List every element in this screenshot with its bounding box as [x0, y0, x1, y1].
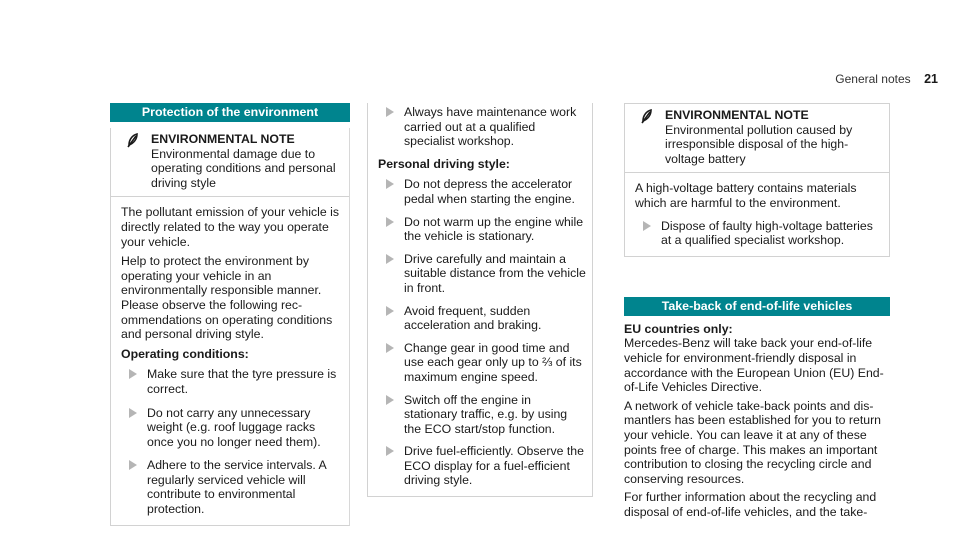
triangle-bullet-icon [386, 343, 394, 353]
paragraph: A high-voltage battery contains materials which are harmful to the environment. [635, 181, 857, 210]
triangle-bullet-icon [386, 306, 394, 316]
triangle-bullet-icon [386, 217, 394, 227]
list-item: Adhere to the service intervals. A regularly serviced vehicle will contribute to environmental protection. [121, 458, 343, 516]
section-name: General notes [835, 72, 911, 86]
note-label: ENVIRONMENTAL NOTE [665, 108, 809, 122]
list-item: Drive carefully and maintain a suitable distance from the vehicle in front. [378, 252, 586, 296]
column-take-back [624, 103, 890, 523]
section-title-environment: Protection of the environment [110, 103, 350, 122]
list-item: Make sure that the tyre pressure is correct. [121, 367, 343, 396]
driving-style-list [378, 177, 586, 488]
paragraph: A network of vehicle take-back points and dismantlers has been established for you to return your vehicle. You can leave it at any of these points free of charge. This makes an important contribution to closing the recycling circle and conserving resources. [624, 398, 882, 486]
column-driving-style [367, 103, 593, 497]
paragraph: For further information about the recycling and disposal of end-of-life vehicles, and the take- [624, 490, 877, 519]
note-text: Environmental pollution caused by irresponsible disposal of the high-voltage battery [665, 122, 853, 166]
list-item: Do not depress the accelerator pedal when starting the engine. [378, 177, 586, 206]
paragraph: Help to protect the environment by operating your vehicle in an environmentally responsible manner. Please observe the following recommendations on operating conditions and personal driving style. [121, 254, 333, 342]
list-item: Change gear in good time and use each gear only up to ⅔ of its maximum engine speed. [378, 341, 586, 385]
list-item: Dispose of faulty high-voltage batteries at a qualified specialist workshop. [635, 219, 883, 248]
take-back-body [624, 322, 890, 520]
maintenance-list [378, 105, 586, 149]
list-item: Drive fuel-efficiently. Observe the ECO display for a fuel-efficient driving style. [378, 444, 586, 488]
triangle-bullet-icon [386, 446, 394, 456]
list-item: Avoid frequent, sudden acceleration and braking. [378, 304, 586, 333]
triangle-bullet-icon [129, 460, 137, 470]
battery-list [635, 219, 883, 248]
list-item: Do not carry any unnecessary weight (e.g. roof luggage racks once you no longer need them). [121, 406, 343, 450]
list-item: Switch off the engine in stationary traffic, e.g. by using the ECO start/stop function. [378, 393, 586, 437]
environment-box [110, 128, 350, 526]
section-title-take-back: Take-back of end-of-life vehicles [624, 297, 890, 316]
triangle-bullet-icon [129, 408, 137, 418]
triangle-bullet-icon [643, 221, 651, 231]
environmental-note [111, 128, 349, 197]
environment-body [111, 197, 349, 524]
column-environment [110, 103, 350, 526]
triangle-bullet-icon [129, 369, 137, 379]
note-label: ENVIRONMENTAL NOTE [151, 132, 295, 146]
paragraph: The pollutant emission of your vehicle is directly related to the way you operate your vehicle. [121, 205, 340, 249]
environmental-note [625, 104, 889, 173]
operating-conditions-list [121, 367, 343, 516]
list-item: Do not warm up the engine while the vehicle is stationary. [378, 215, 586, 244]
page-number: 21 [924, 72, 938, 86]
triangle-bullet-icon [386, 395, 394, 405]
page-header [788, 72, 938, 87]
environment-leaf-icon [639, 108, 655, 124]
list-item: Always have maintenance work carried out at a qualified specialist workshop. [378, 105, 586, 149]
driving-box [367, 103, 593, 497]
environment-leaf-icon [125, 132, 141, 148]
triangle-bullet-icon [386, 254, 394, 264]
operating-conditions-heading: Operating conditions: [121, 346, 249, 361]
battery-note-box [624, 103, 890, 257]
eu-countries-heading: EU countries only: [624, 321, 733, 336]
personal-driving-style-heading: Personal driving style: [378, 156, 510, 171]
battery-note-body [625, 173, 889, 255]
note-text: Environmental damage due to operating conditions and personal driving style [151, 146, 336, 190]
triangle-bullet-icon [386, 107, 394, 117]
paragraph: Mercedes-Benz will take back your end-of-life vehicle for environment-friendly disposal in accordance with the European Union (EU) End-of-Life Vehicles Directive. [624, 336, 884, 395]
triangle-bullet-icon [386, 179, 394, 189]
